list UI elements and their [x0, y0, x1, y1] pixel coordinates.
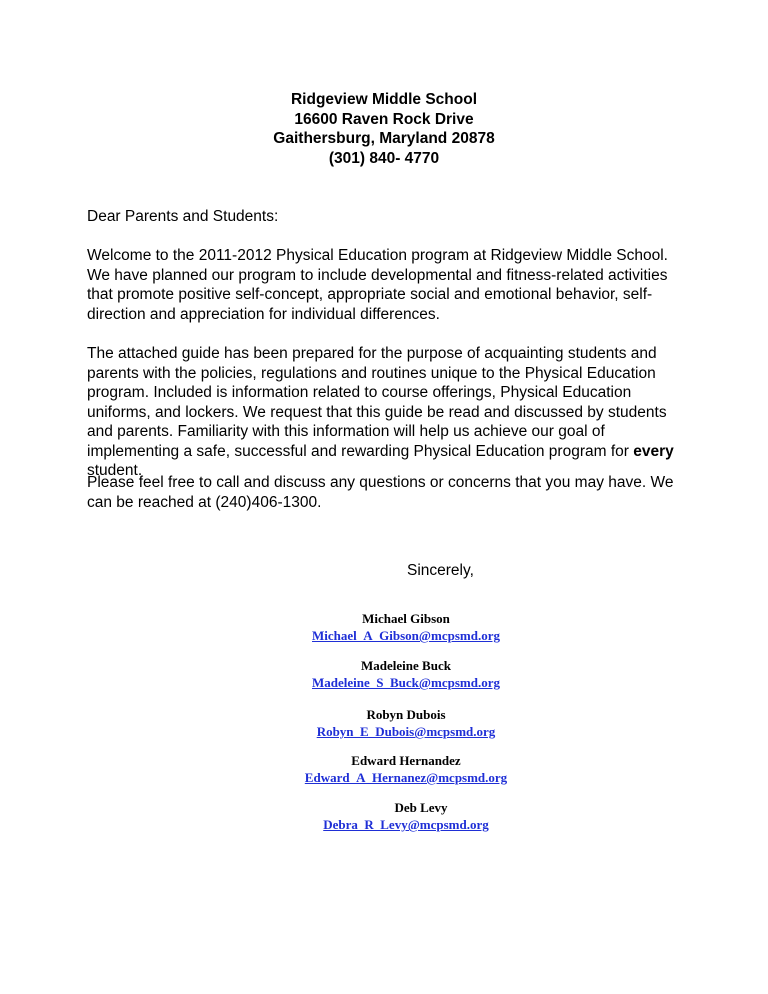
school-name: Ridgeview Middle School — [290, 91, 478, 108]
signatory-email-link[interactable]: Robyn_E_Dubois@mcpsmd.org — [316, 724, 496, 739]
school-city-state-zip: Gaithersburg, Maryland 20878 — [273, 130, 495, 147]
emphasis-every: every — [633, 442, 674, 460]
paragraph-contact: Please feel free to call and discuss any questions or concerns that you may have. We can be reached at (240)406-1300. — [87, 474, 674, 511]
paragraph-guide-end: student. — [87, 462, 143, 479]
signatory-email-link[interactable]: Michael_A_Gibson@mcpsmd.org — [312, 628, 500, 643]
signatory-block — [306, 657, 506, 691]
signatory-block — [306, 610, 506, 644]
signatory-name: Michael Gibson — [362, 611, 450, 626]
signatory-email-link[interactable]: Madeleine_S_Buck@mcpsmd.org — [312, 675, 500, 690]
letterhead — [0, 90, 768, 168]
closing: Sincerely, — [407, 562, 474, 579]
paragraph-guide — [87, 344, 687, 481]
school-street: 16600 Raven Rock Drive — [294, 110, 474, 128]
signatory-name: Madeleine Buck — [361, 658, 451, 673]
paragraph-guide-text: The attached guide has been prepared for the purpose of acquainting students and parents with the policies, regulations and routines unique to the Physical Education program. Included is information related to course offerings, Physical Education uniforms, and lockers. We request that this guide be read and discussed by students and parents. Familiarity with this information will help us achieve our goal of implementing a safe, successful and rewarding Physical Education program for — [87, 345, 667, 460]
signatory-block — [318, 799, 494, 833]
signatory-block — [306, 706, 506, 740]
greeting: Dear Parents and Students: — [87, 208, 279, 225]
signatory-email-link[interactable]: Edward_A_Hernanez@mcpsmd.org — [304, 770, 508, 785]
school-phone: (301) 840- 4770 — [328, 149, 440, 167]
signatory-name: Deb Levy — [394, 800, 448, 815]
signatory-name: Robyn Dubois — [366, 707, 446, 722]
signatory-block — [298, 752, 514, 786]
signatory-name: Edward Hernandez — [351, 753, 461, 768]
signatory-email-link[interactable]: Debra_R_Levy@mcpsmd.org — [323, 817, 489, 832]
paragraph-welcome: Welcome to the 2011-2012 Physical Education program at Ridgeview Middle School. We have planned our program to include developmental and fitness-related activities that promote positive self-concept, appropriate social and emotional behavior, self-direction and appreciation for individual differences. — [87, 247, 668, 323]
